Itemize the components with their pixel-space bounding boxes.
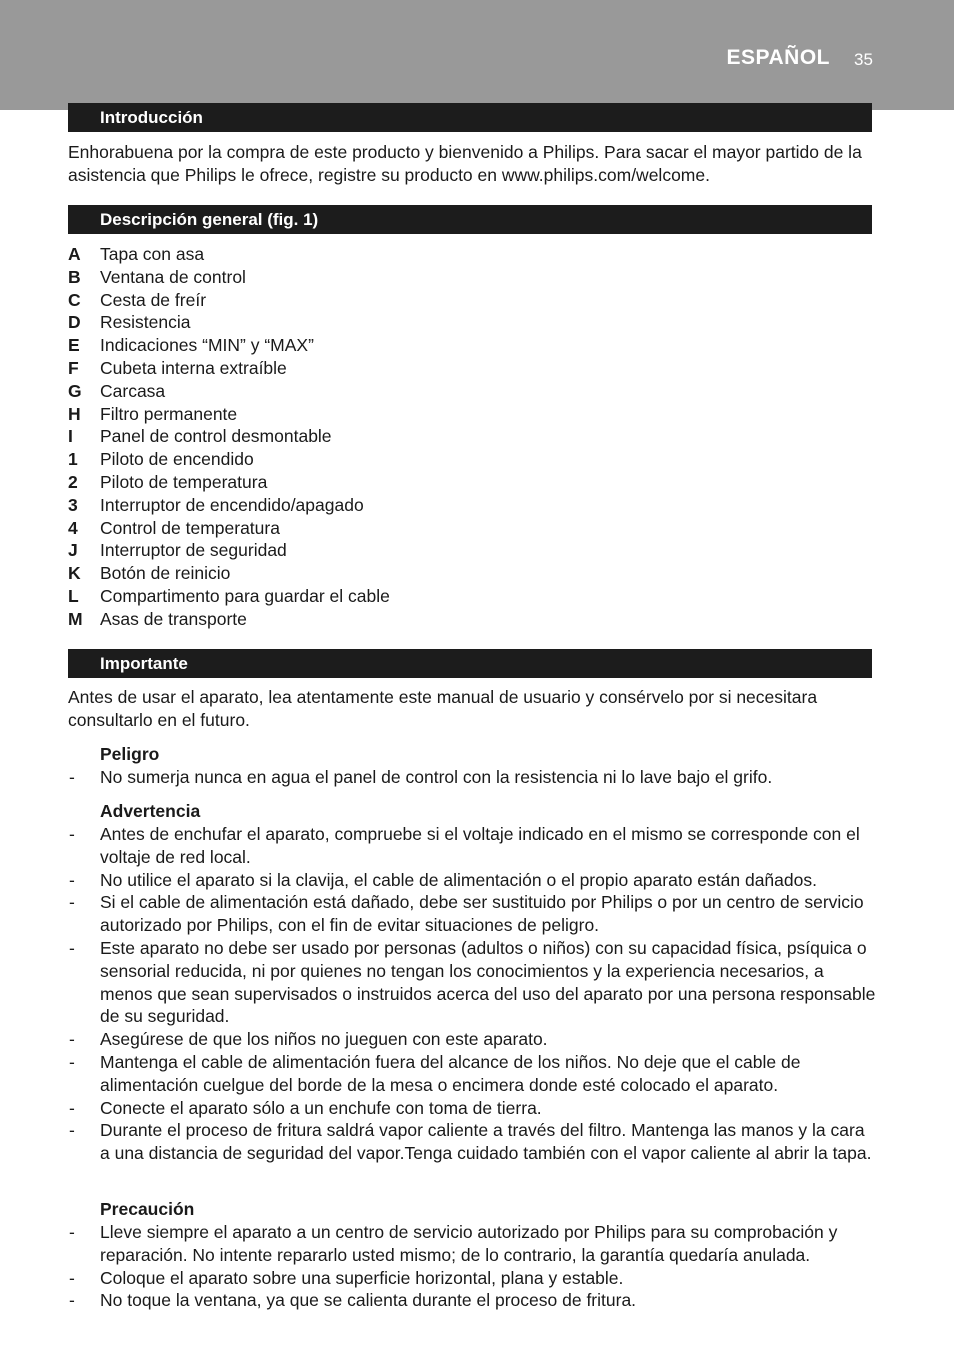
item-text: Panel de control desmontable <box>100 426 332 447</box>
list-item: - Conecte el aparato sólo a un enchufe con toma de tierra. <box>68 1097 878 1120</box>
list-item: - Durante el proceso de fritura saldrá vapor caliente a través del filtro. Mantenga las manos y la cara a una distancia de seguridad del vapor.Tenga cuidado también con el vapor caliente al abrir la tapa. <box>68 1119 878 1165</box>
item-text: Compartimento para guardar el cable <box>100 585 390 606</box>
list-item: - No utilice el aparato si la clavija, el cable de alimentación o el propio aparato están dañados. <box>68 869 878 892</box>
item-text: Interruptor de encendido/apagado <box>100 494 364 515</box>
list-item: - Coloque el aparato sobre una superficie horizontal, plana y estable. <box>68 1267 878 1290</box>
item-text: Ventana de control <box>100 266 246 287</box>
warning-heading: Advertencia <box>100 801 201 821</box>
item-text: Coloque el aparato sobre una superficie horizontal, plana y estable. <box>100 1267 624 1288</box>
item-key: 2 <box>68 471 78 492</box>
list-item <box>68 380 878 403</box>
warning-list <box>68 823 878 1165</box>
item-key: 1 <box>68 449 78 470</box>
item-key: J <box>68 540 78 561</box>
section-heading-important: Importante <box>68 649 872 678</box>
list-item: - Antes de enchufar el aparato, compruebe si el voltaje indicado en el mismo se corresponde con el voltaje de red local. <box>68 823 878 869</box>
section-heading-overview: Descripción general (fig. 1) <box>68 205 872 234</box>
item-text: Botón de reinicio <box>100 563 231 584</box>
list-item <box>68 403 878 426</box>
parts-list <box>68 243 878 631</box>
list-item <box>68 517 878 540</box>
list-item: - Mantenga el cable de alimentación fuera del alcance de los niños. No deje que el cable de alimentación cuelgue del borde de la mesa o encimera donde esté colocado el aparato. <box>68 1051 878 1097</box>
item-text: Durante el proceso de fritura saldrá vapor caliente a través del filtro. Mantenga las manos y la cara a una distancia de seguridad del vapor.Tenga cuidado también con el vapor caliente al abrir la tapa. <box>100 1120 872 1164</box>
item-text: Carcasa <box>100 380 166 401</box>
list-item: - No toque la ventana, ya que se calienta durante el proceso de fritura. <box>68 1289 878 1312</box>
item-text: No sumerja nunca en agua el panel de control con la resistencia ni lo lave bajo el grifo. <box>100 767 773 787</box>
important-intro: Antes de usar el aparato, lea atentamente este manual de usuario y consérvelo por si necesitara consultarlo en el futuro. <box>68 687 818 730</box>
list-item <box>68 425 878 448</box>
list-item <box>68 334 878 357</box>
list-item <box>68 471 878 494</box>
item-text: Piloto de temperatura <box>100 471 268 492</box>
list-item: - Lleve siempre el aparato a un centro de servicio autorizado por Philips para su comprobación y reparación. No intente repararlo usted mismo; de lo contrario, la garantía quedaría anulada. <box>68 1221 878 1267</box>
item-text: Cesta de freír <box>100 289 207 310</box>
list-item: - Asegúrese de que los niños no jueguen con este aparato. <box>68 1028 878 1051</box>
list-item <box>68 311 878 334</box>
list-item <box>68 357 878 380</box>
caution-heading: Precaución <box>100 1199 195 1219</box>
intro-paragraph: Enhorabuena por la compra de este producto y bienvenido a Philips. Para sacar el mayor partido de la asistencia que Philips le ofrece, registre su producto en www.philips.com/welcome. <box>68 142 862 185</box>
list-item <box>68 289 878 312</box>
item-key: 3 <box>68 494 78 515</box>
item-text: No toque la ventana, ya que se calienta durante el proceso de fritura. <box>100 1290 637 1311</box>
item-text: Este aparato no debe ser usado por personas (adultos o niños) con su capacidad física, psíquica o sensorial reducida, ni por quienes no tengan los conocimientos y la experiencia necesarios, a menos que sean supervisados o instruidos acerca del uso del aparato por una persona responsable de su seguridad. <box>100 937 876 1027</box>
item-key: C <box>68 289 81 310</box>
list-item: - No sumerja nunca en agua el panel de control con la resistencia ni lo lave bajo el grifo. <box>68 766 878 789</box>
danger-heading: Peligro <box>100 744 160 764</box>
item-text: Filtro permanente <box>100 403 238 424</box>
danger-list <box>68 766 878 789</box>
item-text: Cubeta interna extraíble <box>100 357 287 378</box>
list-item <box>68 539 878 562</box>
item-text: Indicaciones “MIN” y “MAX” <box>100 335 314 356</box>
list-item: - Si el cable de alimentación está dañado, debe ser sustituido por Philips o por un centro de servicio autorizado por Philips, con el fin de evitar situaciones de peligro. <box>68 891 878 937</box>
item-text: Tapa con asa <box>100 244 205 264</box>
item-key: D <box>68 312 81 333</box>
list-item <box>68 494 878 517</box>
list-item <box>68 585 878 608</box>
language-label: ESPAÑOL <box>726 46 830 69</box>
section-heading-intro: Introducción <box>68 103 872 132</box>
page-number: 35 <box>854 50 873 69</box>
item-text: Asas de transporte <box>100 608 247 629</box>
item-key: L <box>68 585 79 606</box>
item-text: No utilice el aparato si la clavija, el cable de alimentación o el propio aparato están dañados. <box>100 869 817 890</box>
item-key: A <box>68 244 81 264</box>
item-key: M <box>68 608 83 629</box>
item-text: Asegúrese de que los niños no jueguen con este aparato. <box>100 1029 548 1050</box>
item-text: Lleve siempre el aparato a un centro de servicio autorizado por Philips para su comprobación y reparación. No intente repararlo usted mismo; de lo contrario, la garantía quedaría anulada. <box>100 1222 838 1265</box>
item-key: 4 <box>68 517 78 538</box>
list-item <box>68 266 878 289</box>
item-key: H <box>68 403 81 424</box>
item-text: Conecte el aparato sólo a un enchufe con toma de tierra. <box>100 1097 542 1118</box>
item-text: Control de temperatura <box>100 517 280 538</box>
list-item <box>68 243 878 266</box>
item-text: Resistencia <box>100 312 191 333</box>
item-key: F <box>68 357 79 378</box>
item-key: B <box>68 266 81 287</box>
list-item: - Este aparato no debe ser usado por personas (adultos o niños) con su capacidad física, psíquica o sensorial reducida, ni por quienes no tengan los conocimientos y la experiencia necesarios, a menos que sean supervisados o instruidos acerca del uso del aparato por una persona responsable de su seguridad. <box>68 937 878 1028</box>
item-text: Si el cable de alimentación está dañado, debe ser sustituido por Philips o por un centro de servicio autorizado por Philips, con el fin de evitar situaciones de peligro. <box>100 892 864 936</box>
item-text: Mantenga el cable de alimentación fuera del alcance de los niños. No deje que el cable de alimentación cuelgue del borde de la mesa o encimera donde esté colocado el aparato. <box>100 1051 801 1095</box>
item-key: G <box>68 380 82 401</box>
item-key: I <box>68 426 73 447</box>
list-item <box>68 608 878 631</box>
item-text: Piloto de encendido <box>100 449 254 470</box>
list-item <box>68 562 878 585</box>
item-text: Interruptor de seguridad <box>100 540 287 561</box>
item-text: Antes de enchufar el aparato, compruebe si el voltaje indicado en el mismo se corresponde con el voltaje de red local. <box>100 824 860 867</box>
item-key: E <box>68 335 80 356</box>
item-key: K <box>68 563 81 584</box>
list-item <box>68 448 878 471</box>
caution-list <box>68 1221 878 1312</box>
